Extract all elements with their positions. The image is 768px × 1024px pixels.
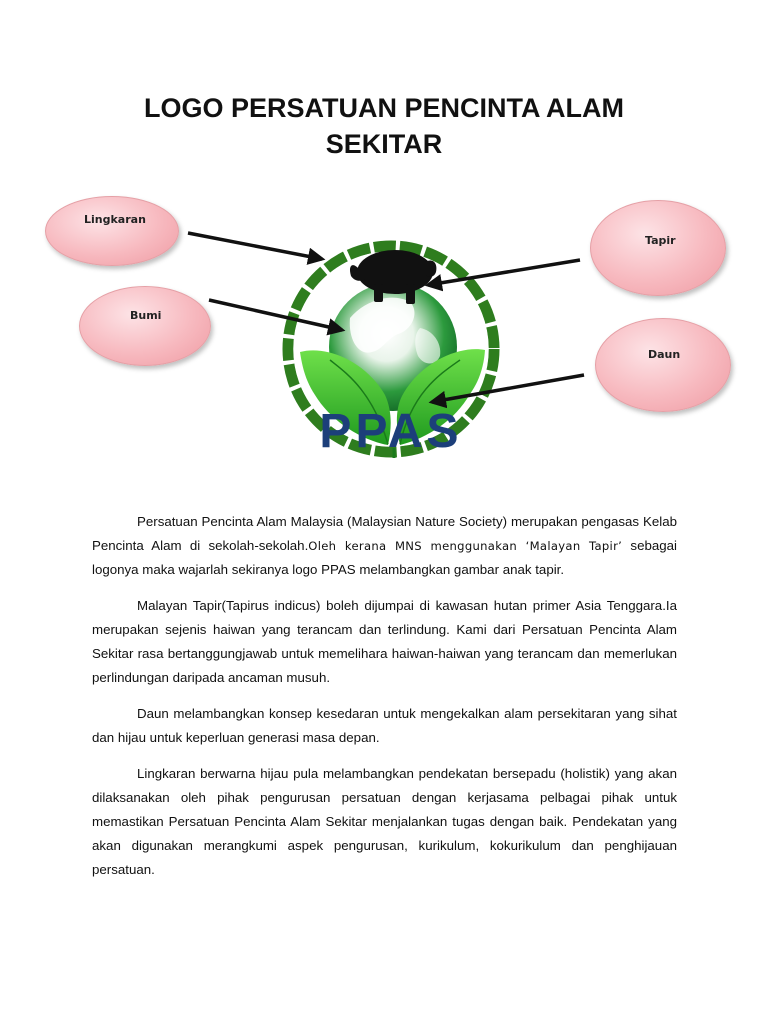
- label-bubble-daun: [595, 318, 731, 412]
- paragraph-2: Malayan Tapir(Tapirus indicus) boleh dijumpai di kawasan hutan primer Asia Tenggara.Ia merupakan sejenis haiwan yang terancam dan terlindung. Kami dari Persatuan Pencinta Alam Sekitar rasa bertanggungjawab untuk memelihara haiwan-haiwan yang terancam dan memerlukan perlindungan daripada ancaman musuh.: [92, 598, 677, 685]
- logo-text: PPAS: [319, 405, 463, 458]
- label-bubble-lingkaran: [45, 196, 179, 266]
- arrow-lingkaran: [188, 233, 322, 259]
- label-bubble-tapir: [590, 200, 726, 296]
- paragraph-1-part-b: Oleh kerana MNS menggunakan ‘Malayan Tapir’: [308, 539, 623, 553]
- paragraph-3: Daun melambangkan konsep kesedaran untuk mengekalkan alam persekitaran yang sihat dan hijau untuk keperluan generasi masa depan.: [92, 706, 677, 745]
- arrow-bumi: [209, 300, 342, 330]
- paragraph-4: Lingkaran berwarna hijau pula melambangkan pendekatan bersepadu (holistik) yang akan dilaksanakan oleh pihak pengurusan persatuan dengan kerjasama pelbagai pihak untuk memastikan Persatuan Pencinta Alam Sekitar menjalankan tugas dengan baik. Pendekatan yang akan digunakan merangkumi aspek pengurusan, kurikulum, kokurikulum dan penghijauan persatuan.: [92, 766, 677, 877]
- label-lingkaran: Lingkaran: [84, 213, 146, 226]
- label-bubble-bumi: [79, 286, 211, 366]
- label-daun: Daun: [648, 348, 681, 361]
- paragraph-1-part-c: sebagai logonya maka wajarlah sekiranya logo PPAS melambangkan gambar anak tapir.: [92, 538, 677, 577]
- title-line-2: SEKITAR: [325, 129, 443, 159]
- body-text: [92, 510, 677, 894]
- title-line-1: LOGO PERSATUAN PENCINTA ALAM: [144, 93, 624, 123]
- label-tapir: Tapir: [645, 234, 676, 247]
- paragraph-1: [92, 510, 677, 582]
- label-bumi: Bumi: [130, 309, 162, 322]
- paragraph-1-part-a: Persatuan Pencinta Alam Malaysia (Malaysian Nature Society) merupakan pengasas Kelab Pencinta Alam di sekolah-sekolah.: [92, 514, 677, 553]
